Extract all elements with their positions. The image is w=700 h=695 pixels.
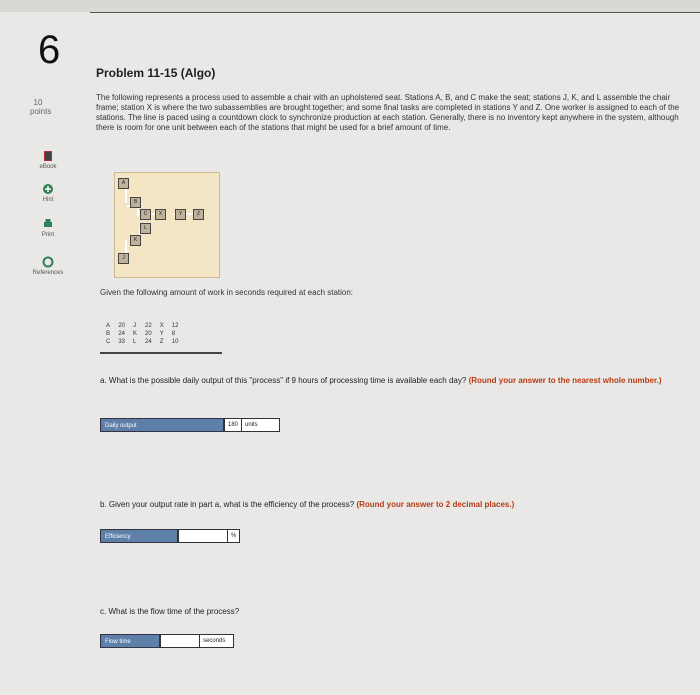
hint-label: Hint (42, 197, 54, 203)
efficiency-label: Efficiency (100, 529, 178, 543)
part-b-question: b. Given your output rate in part a, what is the efficiency of the process? (Round your answer to 2 decimal places.) (100, 500, 515, 509)
work-table (102, 322, 182, 346)
station-y: Y (175, 209, 186, 220)
ebook-tool[interactable] (22, 150, 74, 170)
points-value: 10 points (30, 98, 52, 116)
station-l: L (140, 223, 151, 234)
references-icon (42, 256, 54, 268)
part-c-question: c. What is the flow time of the process? (100, 607, 240, 616)
efficiency-units: % (228, 529, 240, 543)
station-c: C (140, 209, 151, 220)
daily-output-label: Daily output (100, 418, 224, 432)
station-a: A (118, 178, 129, 189)
process-diagram (114, 172, 220, 278)
given-text: Given the following amount of work in seconds required at each station: (100, 288, 354, 297)
station-k: K (130, 235, 141, 246)
problem-title: Problem 11-15 (Algo) (96, 66, 216, 80)
hint-icon (42, 183, 54, 195)
print-tool[interactable] (22, 218, 74, 238)
part-a-question: a. What is the possible daily output of this "process" if 9 hours of processing time is available each day? (Round your answer to the nearest whole number.) (100, 376, 662, 385)
daily-output-units: units (242, 418, 280, 432)
header-divider (90, 12, 700, 13)
station-b: B (130, 197, 141, 208)
table-divider (100, 352, 222, 354)
flow-time-input[interactable] (160, 634, 200, 648)
book-icon (42, 150, 54, 162)
part-a-answer-row (100, 418, 280, 432)
hint-tool[interactable] (22, 183, 74, 203)
part-c-answer-row (100, 634, 234, 648)
references-tool[interactable] (22, 256, 74, 276)
print-icon (42, 218, 54, 230)
table-row: C 33 L 24 Z 10 (106, 339, 179, 345)
question-number: 6 (38, 28, 61, 72)
top-bar (0, 0, 700, 12)
references-label: References (32, 270, 64, 276)
part-b-answer-row (100, 529, 240, 543)
print-label: Print (41, 232, 55, 238)
table-row: B 24 K 20 Y 8 (106, 331, 176, 337)
flow-time-units: seconds (200, 634, 234, 648)
problem-description: The following represents a process used to assemble a chair with an upholstered seat. Stations A, B, and C make the seat; stations J, K, and L assemble the chair frame; station X is where the two subassemblies are brought together; and some final tasks are completed in stations Y and Z. One worker is assigned to each of the stations. The line is paced using a countdown clock to synchronize production at each station. Generally, there is no inventory kept anywhere in the system, although there is room for one unit between each of the stations that might be used for a brief amount of time. (96, 93, 680, 132)
daily-output-input[interactable]: 180 (224, 418, 242, 432)
efficiency-input[interactable] (178, 529, 228, 543)
flow-time-label: Flow time (100, 634, 160, 648)
station-j: J (118, 253, 129, 264)
ebook-label: eBook (39, 164, 57, 170)
station-x: X (155, 209, 166, 220)
station-z: Z (193, 209, 204, 220)
table-row: A 20 J 22 X 12 (106, 323, 179, 329)
